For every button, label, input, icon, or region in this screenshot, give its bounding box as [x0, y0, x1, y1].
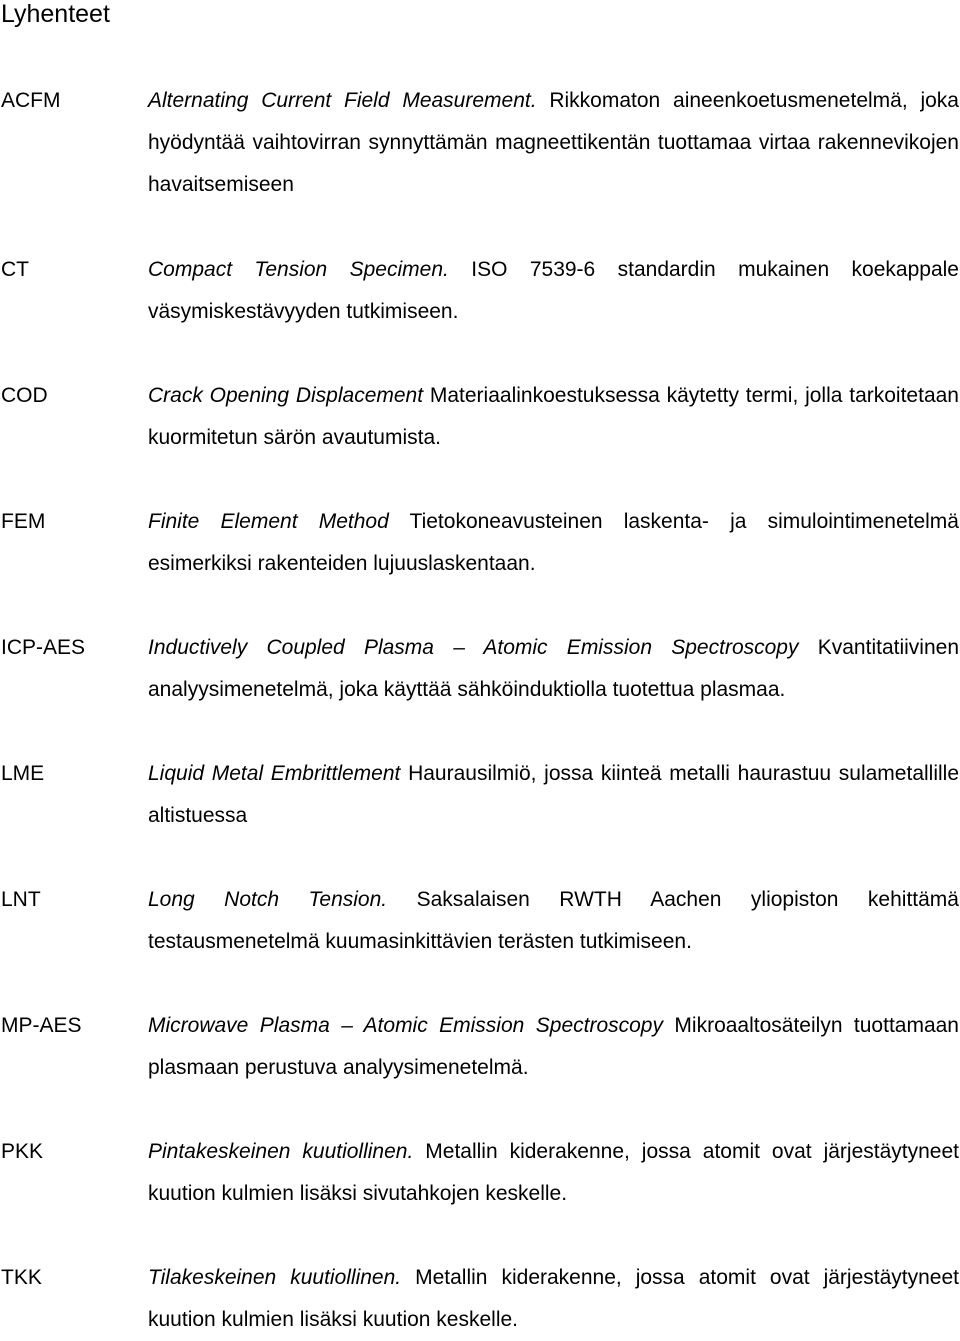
term: Pintakeskeinen kuutiollinen. — [148, 1140, 414, 1163]
definition — [148, 501, 959, 585]
term: Crack Opening Displacement — [148, 384, 424, 407]
description: Saksalaisen RWTH Aachen yliopiston kehittämä testausmenetelmä kuumasinkittävien terästen tutkimiseen. — [148, 888, 959, 953]
definition — [148, 1005, 959, 1089]
term: Liquid Metal Embrittlement — [148, 762, 401, 785]
abbreviation: PKK — [1, 1140, 44, 1163]
term: Finite Element Method — [148, 510, 389, 533]
abbreviation: LNT — [1, 888, 41, 911]
description: Haurausilmiö, jossa kiinteä metalli haurastuu sulametallille altistuessa — [148, 762, 960, 827]
abbreviation: MP-AES — [1, 1014, 82, 1037]
abbreviation: COD — [1, 384, 48, 407]
abbreviation: LME — [1, 762, 45, 785]
page-title: Lyhenteet — [1, 0, 110, 28]
abbreviation: FEM — [1, 510, 46, 533]
term: Alternating Current Field Measurement. — [148, 89, 537, 112]
abbreviation: ACFM — [1, 89, 61, 112]
definition — [148, 627, 959, 711]
description: Rikkomaton aineenkoetusmenetelmä, joka hyödyntää vaihtovirran synnyttämän magneettikentän tuottamaa virtaa rakennevikojen havaitsemiseen — [148, 89, 959, 196]
term: Long Notch Tension. — [148, 888, 388, 911]
definition — [148, 1131, 959, 1215]
definition — [148, 1257, 959, 1341]
definition — [148, 375, 959, 459]
description: Kvantitatiivinen analyysimenetelmä, joka käyttää sähköinduktiolla tuotettua plasmaa. — [148, 636, 959, 701]
term: Compact Tension Specimen. — [148, 258, 449, 281]
abbreviation: TKK — [1, 1266, 42, 1289]
definition — [148, 879, 959, 963]
description: Metallin kiderakenne, jossa atomit ovat järjestäytyneet kuution kulmien lisäksi kuution keskelle. — [148, 1266, 959, 1331]
description: Tietokoneavusteinen laskenta- ja simulointimenetelmä esimerkiksi rakenteiden lujuuslaskentaan. — [148, 510, 959, 575]
definition — [148, 249, 959, 333]
description: Metallin kiderakenne, jossa atomit ovat järjestäytyneet kuution kulmien lisäksi sivutahkojen keskelle. — [148, 1140, 959, 1205]
definition — [148, 80, 959, 206]
definition — [148, 753, 959, 837]
term: Inductively Coupled Plasma – Atomic Emission Spectroscopy — [148, 636, 799, 659]
term: Tilakeskeinen kuutiollinen. — [148, 1266, 402, 1289]
term: Microwave Plasma – Atomic Emission Spectroscopy — [148, 1014, 663, 1037]
abbreviation: CT — [1, 258, 29, 281]
description: Materiaalinkoestuksessa käytetty termi, jolla tarkoitetaan kuormitetun särön avautumista. — [148, 384, 959, 449]
abbreviation: ICP-AES — [1, 636, 86, 659]
description: ISO 7539-6 standardin mukainen koekappale väsymiskestävyyden tutkimiseen. — [148, 258, 959, 323]
description: Mikroaaltosäteilyn tuottamaan plasmaan perustuva analyysimenetelmä. — [148, 1014, 959, 1079]
